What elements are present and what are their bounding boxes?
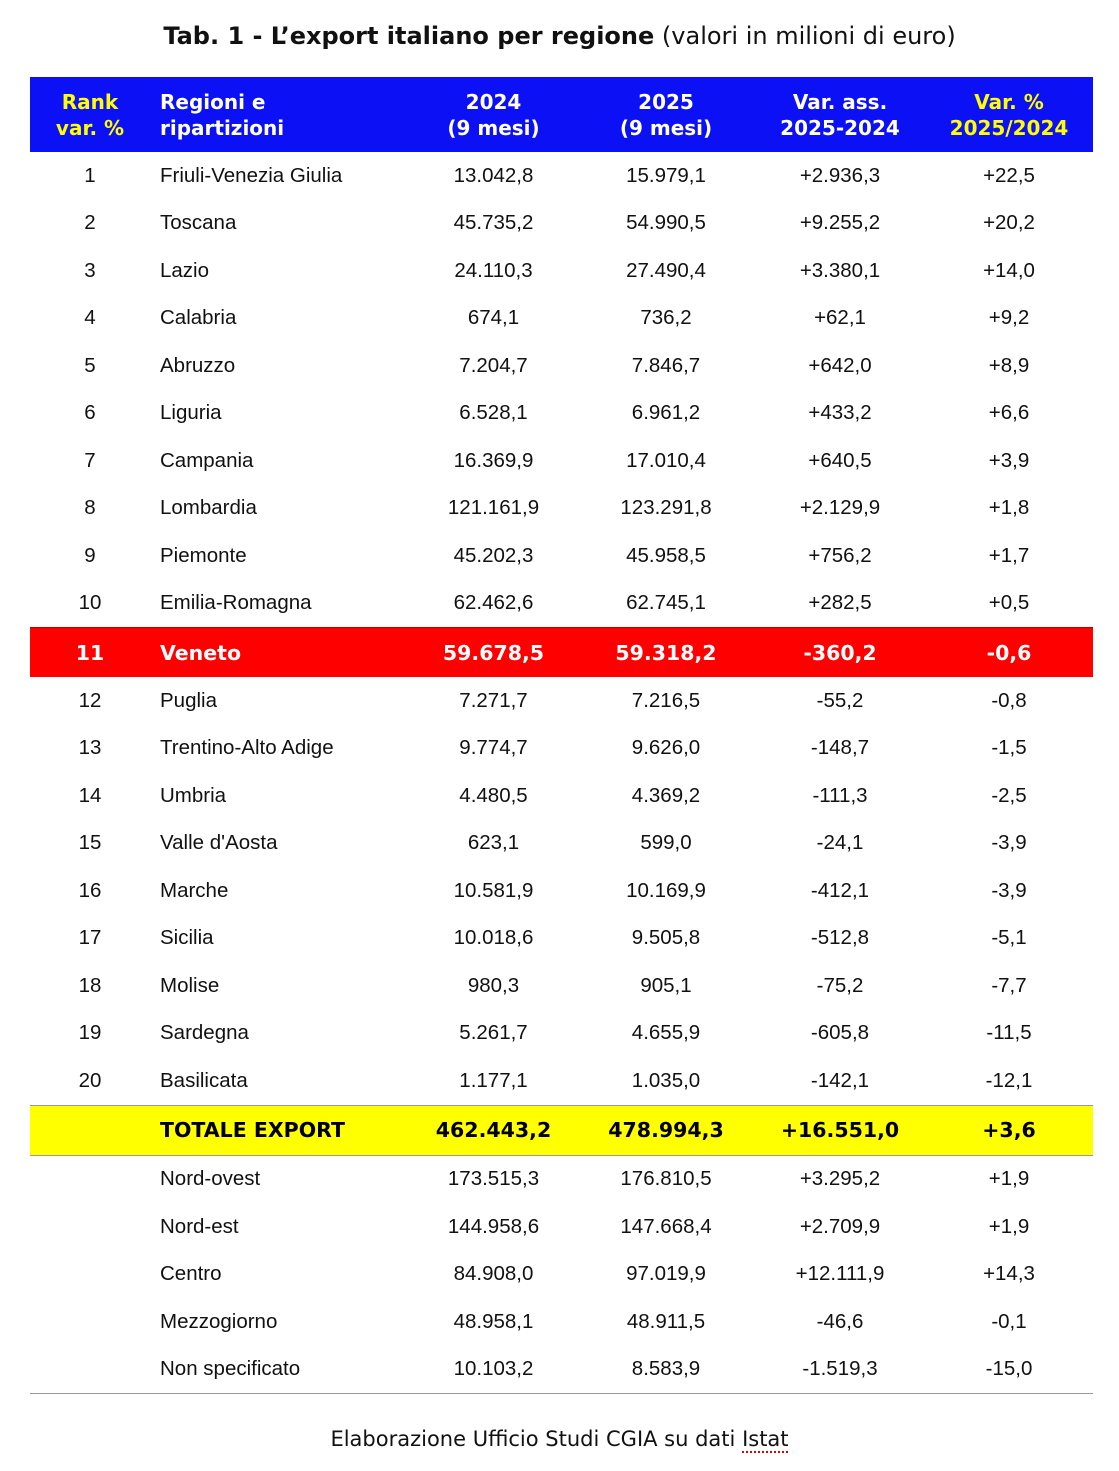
cell-2025: 4.369,2 (631, 783, 701, 807)
rows-areas (30, 1156, 1093, 1394)
cell-region: Trentino-Alto Adige (160, 736, 334, 760)
cell-region: Toscana (160, 211, 237, 235)
cell-2024: 980,3 (467, 973, 520, 997)
cell-2025: 10.169,9 (626, 878, 706, 902)
source-text: Elaborazione Ufficio Studi CGIA su dati (330, 1427, 736, 1451)
cell-region: Umbria (160, 783, 227, 807)
cell-region: Nord-est (160, 1214, 239, 1238)
cell-var-pct: -12,1 (985, 1068, 1033, 1092)
cell-rank: 16 (78, 878, 102, 902)
cell-var-ass: +433,2 (808, 401, 872, 425)
cell-var-ass: +2.936,3 (799, 163, 881, 187)
table-row (30, 1298, 1093, 1346)
cell-2024: 173.515,3 (447, 1167, 540, 1191)
header-2024: 2024 (9 mesi) (447, 89, 540, 140)
cell-region: Emilia-Romagna (160, 591, 312, 615)
cell-2025: 9.505,8 (631, 926, 701, 950)
header-2025: 2025 (9 mesi) (619, 89, 713, 140)
cell-2025: 54.990,5 (626, 211, 706, 235)
header-var-ass: Var. ass. 2025-2024 (780, 89, 900, 140)
table-row-veneto (30, 627, 1093, 677)
cell-2025: 7.846,7 (631, 353, 701, 377)
cell-2024: 6.528,1 (459, 401, 528, 425)
cell-2025: 905,1 (640, 973, 692, 997)
cell-region: Campania (160, 448, 254, 472)
cell-var-ass: +3.380,1 (799, 258, 881, 282)
cell-rank: 1 (84, 163, 96, 187)
cell-rank: 13 (78, 736, 102, 760)
cell-2025: 123.291,8 (620, 496, 712, 520)
table-row (30, 1156, 1093, 1204)
cell-2024: 45.735,2 (453, 211, 534, 235)
cell-var-ass: +756,2 (808, 543, 872, 567)
cell-region: Sicilia (160, 926, 214, 950)
cell-var-pct: +3,9 (988, 448, 1030, 472)
cell-2024: 10.581,9 (453, 878, 534, 902)
cell-var-pct: +14,0 (983, 258, 1035, 282)
cell-var-pct: -5,1 (991, 926, 1027, 950)
header-rank: Rank var. % (55, 89, 125, 140)
cell-rank: 6 (84, 401, 96, 425)
cell-2025: 7.216,5 (631, 688, 701, 712)
cell-region: Centro (160, 1262, 222, 1286)
cell-2024: 10.018,6 (453, 926, 534, 950)
cell-2025: 17.010,4 (626, 448, 706, 472)
cell-region: Mezzogiorno (160, 1309, 278, 1333)
cell-2024: 59.678,5 (442, 640, 545, 665)
source-istat: Istat (742, 1427, 789, 1451)
cell-2024: 48.958,1 (453, 1309, 534, 1333)
cell-rank: 9 (84, 543, 96, 567)
cell-region: Piemonte (160, 543, 247, 567)
cell-2024: 7.271,7 (459, 688, 528, 712)
table-row (30, 677, 1093, 725)
cell-var-ass: -360,2 (803, 640, 877, 665)
cell-rank: 11 (75, 640, 105, 665)
table-row (30, 820, 1093, 868)
cell-2024: 1.177,1 (459, 1068, 528, 1092)
cell-var-pct: +6,6 (988, 401, 1030, 425)
cell-rank: 12 (78, 688, 102, 712)
cell-2024: 84.908,0 (453, 1262, 534, 1286)
cell-var-pct: +1,9 (988, 1167, 1030, 1191)
cell-rank: 14 (78, 783, 102, 807)
cell-region: Nord-ovest (160, 1167, 261, 1191)
cell-var-ass: -142,1 (810, 1068, 870, 1092)
cell-2024: 623,1 (467, 831, 520, 855)
cell-2024: 5.261,7 (459, 1021, 528, 1045)
cell-region: Lombardia (160, 496, 257, 520)
cell-var-pct: -0,1 (991, 1309, 1027, 1333)
cell-var-pct: +0,5 (988, 591, 1030, 615)
cell-var-ass: +640,5 (808, 448, 872, 472)
cell-rank: 19 (78, 1021, 102, 1045)
rows-bottom (30, 677, 1093, 1105)
cell-var-ass: +9.255,2 (799, 211, 881, 235)
header-region: Regioni e ripartizioni (160, 89, 285, 140)
cell-region: Sardegna (160, 1021, 249, 1045)
cell-2025: 176.810,5 (620, 1167, 712, 1191)
cell-2025: 27.490,4 (626, 258, 706, 282)
cell-var-pct: +8,9 (988, 353, 1030, 377)
cell-rank: 10 (78, 591, 102, 615)
cell-rank: 7 (84, 448, 96, 472)
source-note (0, 1424, 1119, 1454)
cell-var-ass: -75,2 (816, 973, 864, 997)
cell-var-pct: -2,5 (991, 783, 1027, 807)
cell-rank: 15 (78, 831, 102, 855)
cell-2024: 16.369,9 (453, 448, 534, 472)
cell-var-pct: -7,7 (991, 973, 1027, 997)
cell-region: Calabria (160, 306, 237, 330)
cell-var-ass: -1.519,3 (802, 1357, 878, 1381)
cell-var-pct: +1,8 (988, 496, 1030, 520)
cell-var-pct: +1,9 (988, 1214, 1030, 1238)
table-row (30, 295, 1093, 343)
cell-2025: 97.019,9 (626, 1262, 706, 1286)
cell-2025: 48.911,5 (626, 1309, 706, 1333)
cell-2025: 478.994,3 (608, 1118, 724, 1142)
cell-2025: 736,2 (640, 306, 692, 330)
cell-var-ass: +3.295,2 (799, 1167, 881, 1191)
cell-rank: 5 (84, 353, 96, 377)
cell-var-ass: -605,8 (810, 1021, 870, 1045)
table-row (30, 1251, 1093, 1299)
cell-region: Abruzzo (160, 353, 236, 377)
header-var-pct: Var. % 2025/2024 (949, 89, 1069, 140)
cell-var-pct: -0,8 (991, 688, 1027, 712)
export-table (30, 77, 1093, 1394)
cell-var-ass: +16.551,0 (780, 1118, 900, 1142)
table-row (30, 772, 1093, 820)
cell-2024: 462.443,2 (435, 1118, 552, 1142)
cell-2024: 10.103,2 (453, 1357, 534, 1381)
table-row (30, 247, 1093, 295)
cell-var-pct: +20,2 (983, 211, 1035, 235)
cell-region: Veneto (160, 640, 242, 665)
table-row (30, 962, 1093, 1010)
cell-2024: 144.958,6 (447, 1214, 540, 1238)
cell-region: TOTALE EXPORT (160, 1118, 345, 1142)
cell-region: Marche (160, 878, 229, 902)
cell-region: Valle d'Aosta (160, 831, 278, 855)
cell-region: Friuli-Venezia Giulia (160, 163, 343, 187)
cell-var-pct: +14,3 (983, 1262, 1035, 1286)
cell-var-ass: -24,1 (816, 831, 864, 855)
table-row (30, 725, 1093, 773)
table-header (30, 77, 1093, 152)
cell-var-ass: -148,7 (810, 736, 870, 760)
cell-rank: 2 (84, 211, 96, 235)
cell-2025: 8.583,9 (631, 1357, 701, 1381)
cell-var-pct: -0,6 (986, 640, 1032, 665)
table-row (30, 200, 1093, 248)
cell-2025: 9.626,0 (631, 736, 701, 760)
cell-region: Molise (160, 973, 220, 997)
cell-2025: 45.958,5 (626, 543, 706, 567)
table-row (30, 485, 1093, 533)
cell-2024: 674,1 (467, 306, 520, 330)
cell-rank: 20 (78, 1068, 102, 1092)
cell-var-ass: +62,1 (814, 306, 866, 330)
cell-2024: 7.204,7 (459, 353, 528, 377)
cell-region: Lazio (160, 258, 210, 282)
cell-2025: 599,0 (640, 831, 692, 855)
cell-var-ass: +2.129,9 (799, 496, 881, 520)
cell-var-pct: +22,5 (983, 163, 1035, 187)
cell-var-pct: -11,5 (986, 1021, 1032, 1045)
cell-rank: 8 (84, 496, 96, 520)
table-row (30, 1057, 1093, 1105)
cell-2025: 62.745,1 (626, 591, 706, 615)
cell-var-ass: -512,8 (810, 926, 870, 950)
cell-2025: 4.655,9 (631, 1021, 701, 1045)
cell-region: Liguria (160, 401, 222, 425)
cell-2024: 121.161,9 (447, 496, 540, 520)
cell-2024: 13.042,8 (453, 163, 534, 187)
table-row-total (30, 1105, 1093, 1156)
title-main: Tab. 1 - L’export italiano per regione (163, 22, 655, 50)
table-row (30, 437, 1093, 485)
cell-rank: 3 (84, 258, 96, 282)
table-row (30, 152, 1093, 200)
cell-rank: 18 (78, 973, 102, 997)
cell-region: Basilicata (160, 1068, 248, 1092)
cell-var-pct: -15,0 (985, 1357, 1033, 1381)
table-row (30, 1346, 1093, 1394)
cell-2024: 45.202,3 (453, 543, 534, 567)
cell-2024: 24.110,3 (454, 258, 533, 282)
table-row (30, 580, 1093, 628)
cell-rank: 4 (84, 306, 96, 330)
cell-var-ass: -412,1 (810, 878, 870, 902)
table-row (30, 1010, 1093, 1058)
cell-var-pct: -3,9 (991, 831, 1027, 855)
cell-var-ass: +2.709,9 (799, 1214, 881, 1238)
table-bottom-divider (30, 1393, 1093, 1394)
cell-rank: 17 (78, 926, 102, 950)
title-subtitle: (valori in milioni di euro) (661, 22, 956, 50)
table-row (30, 390, 1093, 438)
cell-2024: 4.480,5 (459, 783, 528, 807)
cell-2025: 15.979,1 (626, 163, 706, 187)
cell-2025: 1.035,0 (631, 1068, 701, 1092)
rows-top (30, 152, 1093, 627)
cell-var-ass: +12.111,9 (795, 1262, 885, 1286)
cell-2025: 59.318,2 (615, 640, 717, 665)
table-row (30, 1203, 1093, 1251)
cell-var-ass: -46,6 (816, 1309, 864, 1333)
cell-2024: 62.462,6 (453, 591, 534, 615)
cell-region: Puglia (160, 688, 217, 712)
cell-var-ass: -55,2 (816, 688, 864, 712)
table-row (30, 915, 1093, 963)
cell-var-pct: +1,7 (988, 543, 1030, 567)
table-title (0, 20, 1119, 52)
table-row (30, 342, 1093, 390)
cell-var-pct: +3,6 (982, 1118, 1036, 1142)
cell-var-ass: +282,5 (808, 591, 872, 615)
cell-var-ass: -111,3 (812, 783, 868, 807)
cell-var-pct: -1,5 (991, 736, 1027, 760)
cell-2025: 147.668,4 (620, 1214, 712, 1238)
cell-region: Non specificato (160, 1357, 301, 1381)
cell-2025: 6.961,2 (631, 401, 701, 425)
cell-var-pct: -3,9 (991, 878, 1027, 902)
cell-var-ass: +642,0 (808, 353, 872, 377)
table-row (30, 532, 1093, 580)
table-row (30, 867, 1093, 915)
cell-var-pct: +9,2 (988, 306, 1030, 330)
cell-2024: 9.774,7 (459, 736, 528, 760)
